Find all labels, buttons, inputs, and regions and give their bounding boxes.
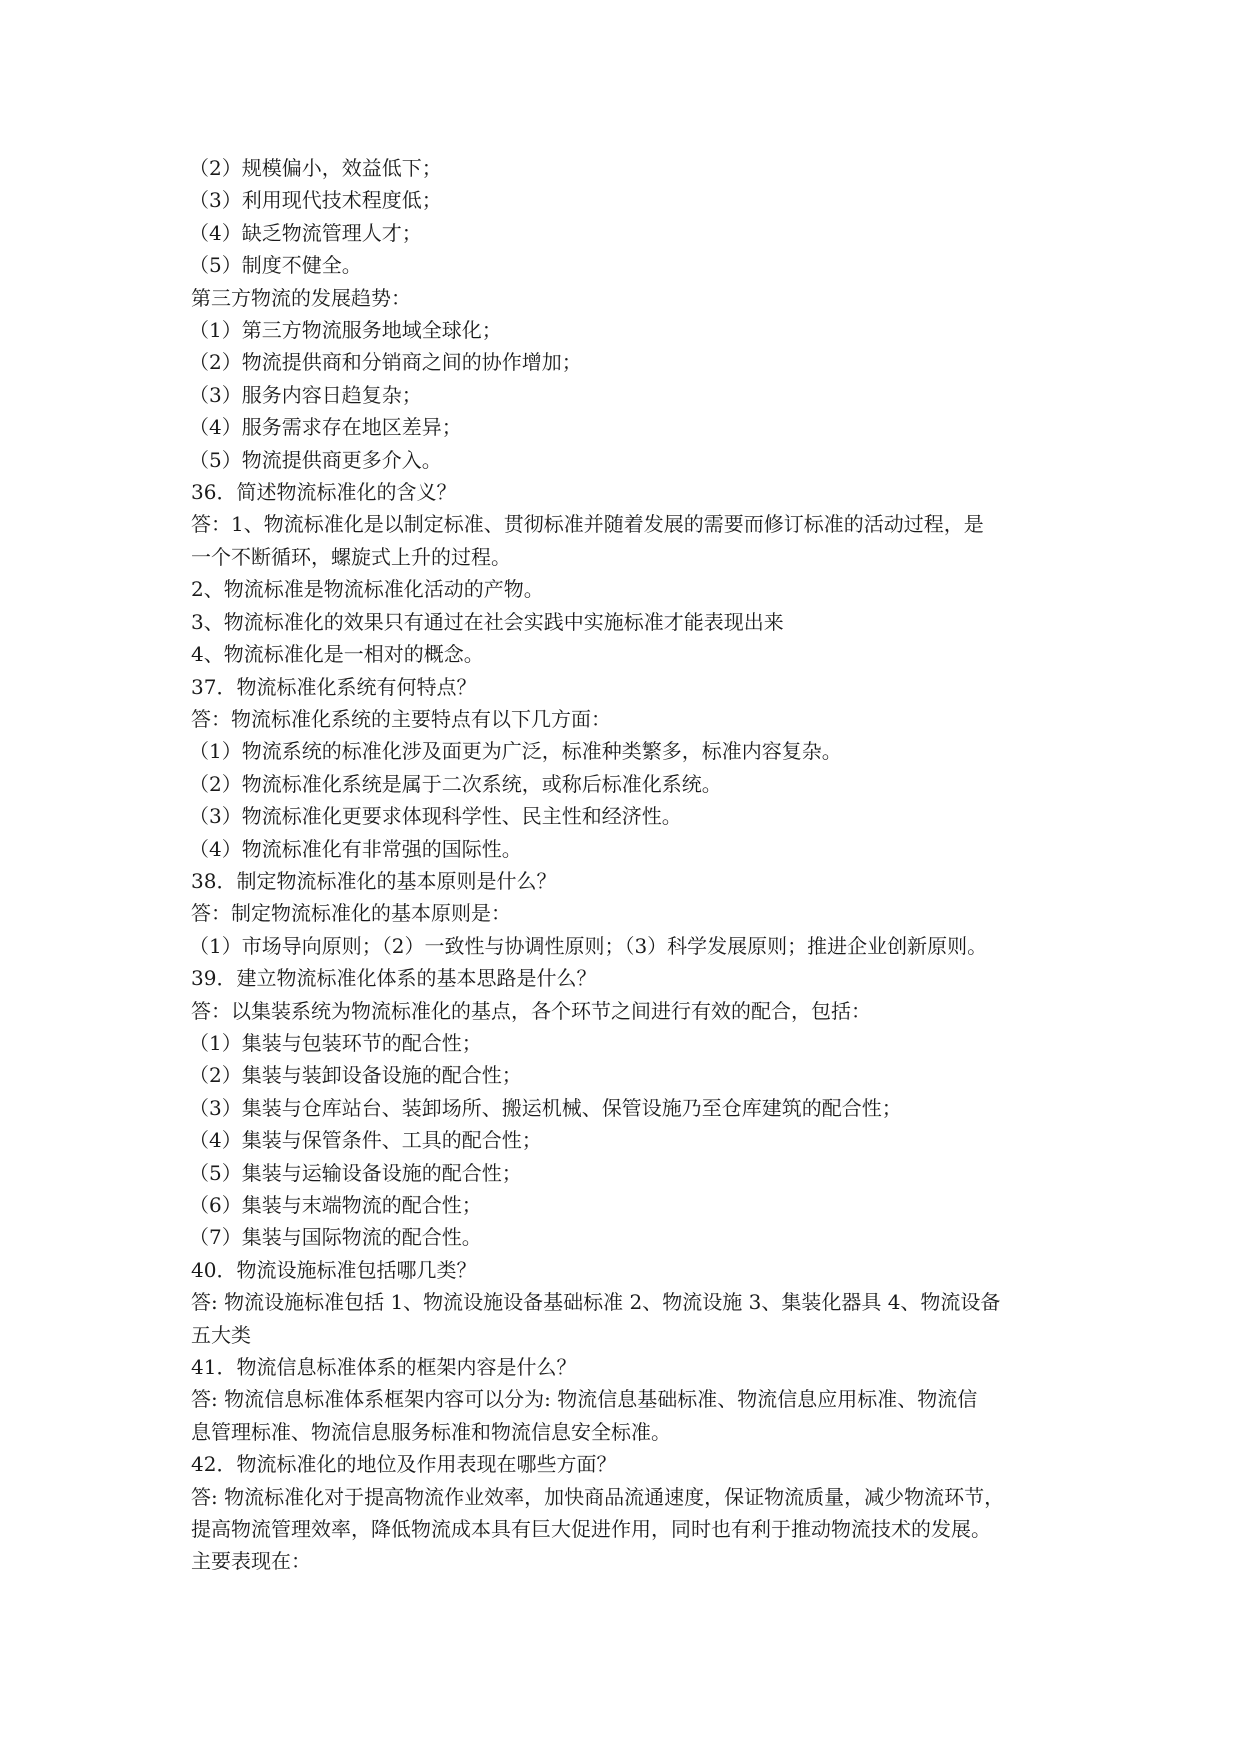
list-item: （1）第三方物流服务地域全球化； bbox=[189, 318, 502, 343]
answer-text: 答：制定物流标准化的基本原则是： bbox=[191, 901, 511, 926]
list-item: （5）物流提供商更多介入。 bbox=[189, 447, 442, 472]
list-item: （2）物流标准化系统是属于二次系统，或称后标准化系统。 bbox=[189, 771, 722, 796]
list-item: （5）集装与运输设备设施的配合性； bbox=[189, 1160, 522, 1185]
answer-text: 主要表现在： bbox=[191, 1549, 311, 1574]
list-item: （1）市场导向原则；（2）一致性与协调性原则；（3）科学发展原则；推进企业创新原则。 bbox=[189, 933, 988, 958]
answer-text: 答：1、物流标准化是以制定标准、贯彻标准并随着发展的需要而修订标准的活动过程，是 bbox=[191, 512, 984, 537]
list-item: （2）集装与装卸设备设施的配合性； bbox=[189, 1063, 522, 1088]
answer-text: 答: 物流标准化对于提高物流作业效率，加快商品流通速度，保证物流质量，减少物流环节， bbox=[191, 1484, 1005, 1509]
answer-text: 提高物流管理效率，降低物流成本具有巨大促进作用，同时也有利于推动物流技术的发展。 bbox=[191, 1517, 991, 1542]
question-36: 36．简述物流标准化的含义？ bbox=[191, 480, 457, 505]
list-item: （3）服务内容日趋复杂； bbox=[189, 382, 422, 407]
document-body bbox=[191, 152, 1071, 1578]
list-item: （3）利用现代技术程度低； bbox=[189, 188, 442, 213]
list-item: （3）集装与仓库站台、装卸场所、搬运机械、保管设施乃至仓库建筑的配合性； bbox=[189, 1095, 902, 1120]
list-item: （1）物流系统的标准化涉及面更为广泛，标准种类繁多，标准内容复杂。 bbox=[189, 739, 842, 764]
answer-text: 五大类 bbox=[191, 1322, 251, 1347]
list-item: （5）制度不健全。 bbox=[189, 253, 362, 278]
question-39: 39．建立物流标准化体系的基本思路是什么？ bbox=[191, 966, 597, 991]
section-heading: 第三方物流的发展趋势： bbox=[191, 285, 411, 310]
answer-text: 一个不断循环，螺旋式上升的过程。 bbox=[191, 544, 511, 569]
answer-text: 答：物流标准化系统的主要特点有以下几方面： bbox=[191, 706, 611, 731]
list-item: （1）集装与包装环节的配合性； bbox=[189, 1030, 482, 1055]
answer-text: 答: 物流信息标准体系框架内容可以分为: 物流信息基础标准、物流信息应用标准、物流信 bbox=[191, 1387, 978, 1412]
list-item: （2）物流提供商和分销商之间的协作增加； bbox=[189, 350, 582, 375]
answer-text: 2、物流标准是物流标准化活动的产物。 bbox=[191, 577, 544, 602]
list-item: （4）物流标准化有非常强的国际性。 bbox=[189, 836, 522, 861]
question-38: 38．制定物流标准化的基本原则是什么？ bbox=[191, 868, 557, 893]
list-item: （4）服务需求存在地区差异； bbox=[189, 415, 462, 440]
list-item: （6）集装与末端物流的配合性； bbox=[189, 1193, 482, 1217]
answer-text: 3、物流标准化的效果只有通过在社会实践中实施标准才能表现出来 bbox=[191, 609, 784, 634]
list-item: （2）规模偏小，效益低下； bbox=[189, 156, 442, 180]
question-37: 37．物流标准化系统有何特点？ bbox=[191, 674, 477, 699]
list-item: （7）集装与国际物流的配合性。 bbox=[189, 1225, 482, 1250]
list-item: （4）集装与保管条件、工具的配合性； bbox=[189, 1128, 542, 1153]
list-item: （3）物流标准化更要求体现科学性、民主性和经济性。 bbox=[189, 804, 682, 829]
answer-text: 4、物流标准化是一相对的概念。 bbox=[191, 642, 484, 667]
list-item: （4）缺乏物流管理人才； bbox=[189, 220, 422, 245]
answer-text: 息管理标准、物流信息服务标准和物流信息安全标准。 bbox=[191, 1419, 671, 1444]
answer-text: 答: 物流设施标准包括 1、物流设施设备基础标准 2、物流设施 3、集装化器具 4、物流设备 bbox=[191, 1290, 1001, 1315]
question-42: 42．物流标准化的地位及作用表现在哪些方面？ bbox=[191, 1452, 617, 1477]
answer-text: 答：以集装系统为物流标准化的基点，各个环节之间进行有效的配合，包括： bbox=[191, 998, 871, 1023]
question-41: 41．物流信息标准体系的框架内容是什么？ bbox=[191, 1355, 577, 1380]
question-40: 40．物流设施标准包括哪几类？ bbox=[191, 1257, 477, 1282]
